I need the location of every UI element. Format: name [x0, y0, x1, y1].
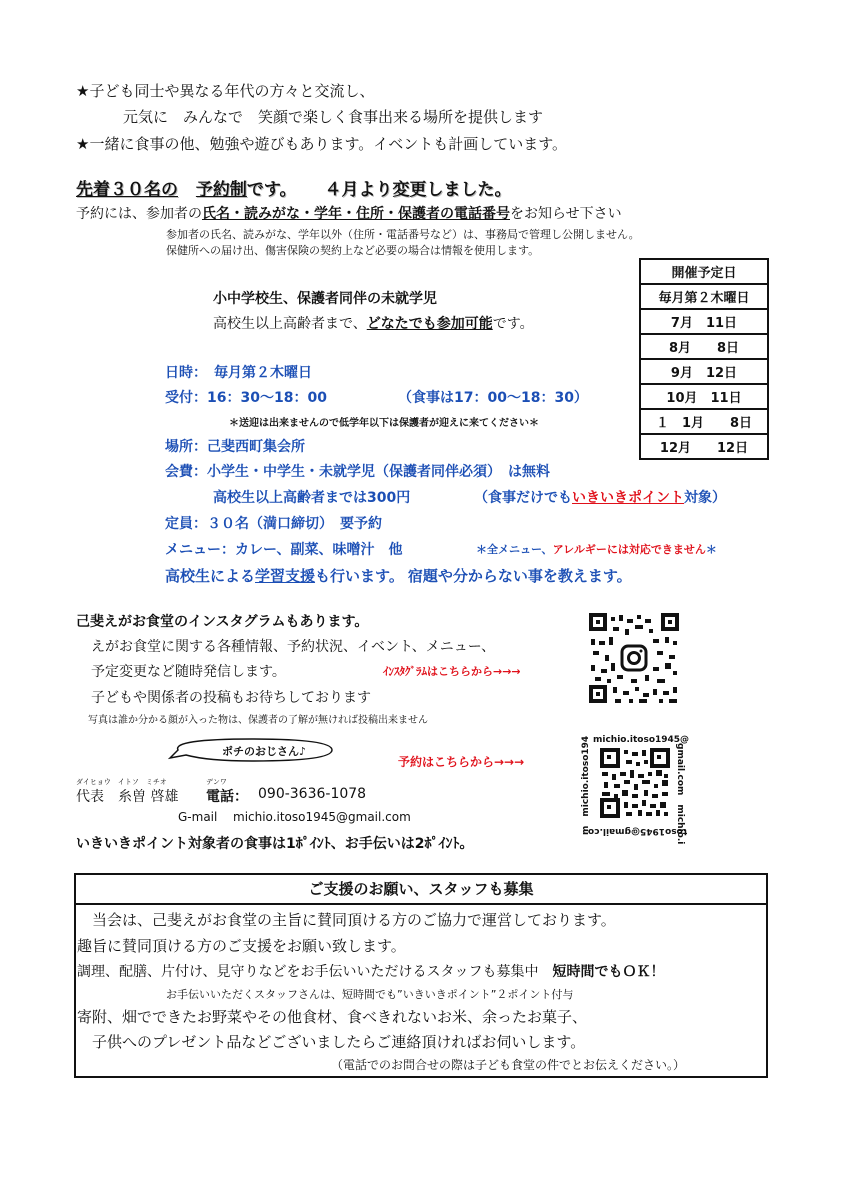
study-post: 宿題や分からない事を教えます。: [407, 567, 632, 585]
schedule-date: 12月 12日: [640, 434, 768, 459]
instagram-desc-2: 予定変更など随時発信します。: [91, 664, 286, 680]
detail-fee-2: 高校生以上高齢者までは300円: [213, 490, 411, 506]
points-info: いきいきポイント対象者の食事は1ﾎﾟｲﾝﾄ、お手伝いは2ﾎﾟｲﾝﾄ。: [76, 836, 474, 852]
support-line-3: [77, 961, 664, 981]
representative: 代表 糸曽 啓雄: [76, 789, 179, 805]
tel-label: 電話：: [206, 789, 248, 805]
schedule-header: 開催予定日: [640, 259, 768, 284]
tel-ruby: デンワ: [206, 778, 227, 786]
qr-finder-icon: [589, 685, 607, 703]
instagram-desc-3: 子どもや関係者の投稿もお待ちしております: [91, 690, 371, 706]
schedule-table: [639, 258, 769, 460]
qr-finder-icon: [589, 613, 607, 631]
schedule-date: 7月 11日: [640, 309, 768, 334]
instagram-photo-note: 写真は誰か分かる顔が入った物は、保護者の了解が無ければ投稿出来ません: [88, 715, 428, 726]
tel-number: 090-3636-1078: [258, 786, 367, 802]
fee-note: [474, 487, 726, 507]
privacy-note-1: 参加者の氏名、読みがな、学年以外（住所・電話番号など）は、事務局で管理し公開しません。: [166, 228, 640, 241]
qr-email-left: m michio.itoso194: [581, 735, 591, 835]
notice-post: をお知らせ下さい: [510, 206, 622, 222]
gmail-label: G-mail: [178, 810, 218, 824]
target-line-1: 小中学校生、保護者同伴の未就学児: [213, 291, 437, 307]
intro-line-1: ★子ども同士や異なる年代の方々と交流し、: [76, 82, 375, 100]
detail-menu: メニュー：カレー、副菜、味噌汁 他: [165, 542, 403, 558]
detail-reception: 受付：16：30〜18：00: [165, 390, 327, 406]
menu-note-post: ＊: [705, 543, 717, 556]
qr-finder-icon: [600, 748, 620, 768]
schedule-date: 8月 8日: [640, 334, 768, 359]
instagram-qr-code[interactable]: [587, 611, 681, 705]
detail-meal-time: （食事は17：00〜18：30）: [398, 390, 588, 406]
detail-date: 日時： 毎月第２木曜日: [165, 365, 312, 381]
reservation-notice: [76, 203, 622, 223]
instagram-arrow: ｲﾝｽﾀｸﾞﾗﾑはこちらから→→→: [383, 665, 521, 678]
qr-email-top: michio.itoso1945@: [593, 735, 690, 745]
schedule-date: 10月 11日: [640, 384, 768, 409]
rep-ruby: ダイヒョウ イトソ ミチオ: [76, 778, 167, 786]
fee-note-points: いきいきポイント: [572, 490, 684, 506]
qr-email-bottom: toso1945@gmail.co: [588, 826, 688, 836]
intro-line-2: 元気に みんなで 笑顔で楽しく食事出来る場所を提供します: [123, 108, 544, 126]
study-support: [165, 565, 632, 586]
target-anyone: どなたでも参加可能: [366, 316, 493, 332]
support-staff-recruit: 調理、配膳、片付け、見守りなどをお手伝いいただけるスタッフも募集中: [77, 964, 539, 980]
support-line-7: （電話でのお問合せの際は子ども食堂の件でとお伝えください。）: [331, 1058, 686, 1072]
support-line-4: お手伝いいただくスタッフさんは、短時間でも”いきいきポイント”２ポイント付与: [166, 988, 574, 1001]
fee-note-post: 対象）: [684, 490, 726, 506]
menu-note-pre: ＊全メニュー、: [476, 543, 553, 556]
pickup-note: ＊送迎は出来ませんので低学年以下は保護者が迎えに来てください＊: [229, 418, 539, 429]
study-pre: 高校生による: [165, 567, 256, 585]
qr-finder-icon: [650, 748, 670, 768]
study-mid: も行います。: [315, 567, 404, 585]
detail-fee-1: 会費：小学生・中学生・未就学児（保護者同伴必須） は無料: [165, 464, 550, 480]
target-pre: 高校生以上高齢者まで、: [213, 316, 367, 332]
heading-reservation: 予約制: [195, 180, 247, 200]
support-line-6: 子供へのプレゼント品などございましたらご連絡頂ければお伺いします。: [92, 1033, 586, 1051]
notice-pre: 予約には、参加者の: [76, 206, 202, 222]
privacy-note-2: 保健所への届け出、傷害保険の契約上など必要の場合は情報を使用します。: [166, 244, 540, 257]
support-title: ご支援のお願い、スタッフも募集: [76, 875, 766, 905]
target-post: です。: [492, 316, 534, 332]
menu-note-allergy: アレルギーには対応できません: [552, 543, 706, 556]
instagram-desc-1: えがお食堂に関する各種情報、予約状況、イベント、メニュー、: [91, 639, 496, 655]
heading-changed: ４月より変更しました。: [324, 180, 512, 200]
menu-note: [476, 541, 717, 557]
detail-place: 場所：己斐西町集会所: [165, 439, 305, 455]
schedule-date: １ 1月 8日: [640, 409, 768, 434]
qr-finder-icon: [600, 798, 620, 818]
reservation-heading: [76, 175, 511, 200]
reserve-arrow: 予約はこちらから→→→: [398, 755, 525, 769]
gmail-address[interactable]: michio.itoso1945@gmail.com: [233, 810, 411, 824]
intro-line-3: ★一緒に食事の他、勉強や遊びもあります。イベントも計画しています。: [76, 135, 568, 153]
reservation-qr-code[interactable]: [600, 748, 670, 818]
instagram-title: 己斐えがお食堂のインスタグラムもあります。: [76, 614, 369, 630]
support-line-2: 趣旨に賛同頂ける方のご支援をお願い致します。: [77, 937, 406, 955]
notice-required-fields: 氏名・読みがな・学年・住所・保護者の電話番号: [202, 206, 510, 222]
qr-finder-icon: [661, 613, 679, 631]
fee-note-pre: （食事だけでも: [474, 490, 572, 506]
study-support-label: 学習支援: [255, 567, 316, 585]
support-line-1: 当会は、己斐えがお食堂の主旨に賛同頂ける方のご協力で運営しております。: [92, 911, 616, 929]
heading-first-30: 先着３０名の: [76, 180, 178, 200]
bubble-text: ポチのおじさん♪: [222, 745, 307, 758]
schedule-date: 9月 12日: [640, 359, 768, 384]
support-short-ok: 短時間でもＯＫ！: [552, 964, 665, 980]
qr-email-right: gmail.com michio.i: [675, 743, 685, 845]
heading-desu: です。: [246, 180, 297, 200]
detail-capacity: 定員：３０名（満口締切） 要予約: [165, 516, 382, 532]
support-line-5: 寄附、畑でできたお野菜やその他食材、食べきれないお米、余ったお菓子、: [77, 1008, 588, 1026]
target-line-2: [213, 313, 534, 333]
schedule-subheader: 毎月第２木曜日: [640, 284, 768, 309]
